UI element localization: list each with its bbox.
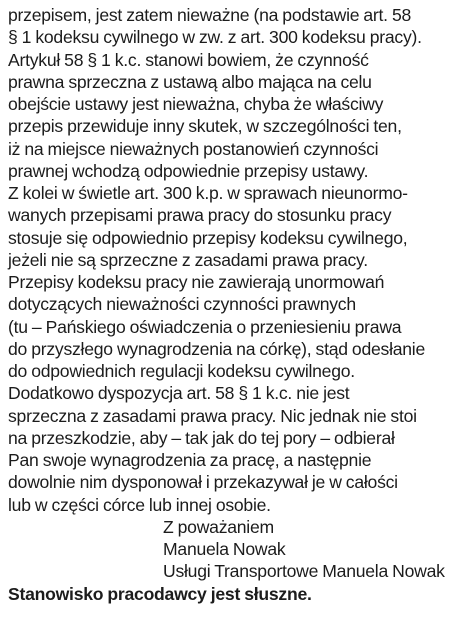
body-line: Dodatkowo dyspozycja art. 58 § 1 k.c. nie jest <box>8 383 350 404</box>
body-line: na przeszkodzie, aby – tak jak do tej pory – odbierał <box>8 427 395 448</box>
body-line: iż na miejsce nieważnych postanowień czynności <box>8 138 379 159</box>
body-line: (tu – Pańskiego oświadczenia o przeniesieniu prawa <box>8 316 402 337</box>
body-line: sprzeczna z zasadami prawa pracy. Nic jednak nie stoi <box>8 405 417 426</box>
body-line: Artykuł 58 § 1 k.c. stanowi bowiem, że czynność <box>8 49 369 70</box>
body-line: lub w części córce lub innej osobie. <box>8 494 271 515</box>
signature-name: Manuela Nowak <box>163 539 286 559</box>
body-line: prawna sprzeczna z ustawą albo mająca na celu <box>8 71 372 92</box>
body-line: prawnej wchodzą odpowiednie przepisy ustawy. <box>8 160 369 181</box>
body-line: obejście ustawy jest nieważna, chyba że właściwy <box>8 94 384 114</box>
body-line: dowolnie nim dysponował i przekazywał je w całości <box>8 472 398 493</box>
body-line: dotyczących nieważności czynności prawnych <box>8 294 356 315</box>
body-line: do odpowiednich regulacji kodeksu cywilnego. <box>8 361 355 381</box>
body-line: wanych przepisami prawa pracy do stosunku pracy <box>8 205 392 226</box>
body-line: Z kolei w świetle art. 300 k.p. w sprawach nieunormo- <box>8 183 408 203</box>
body-line: stosuje się odpowiednio przepisy kodeksu cywilnego, <box>8 227 408 248</box>
body-line: jeżeli nie są sprzeczne z zasadami prawa pracy. <box>8 249 368 270</box>
signature-block <box>8 516 467 583</box>
body-line: Przepisy kodeksu pracy nie zawierają unormowań <box>8 272 385 292</box>
body-line: § 1 kodeksu cywilnego w zw. z art. 300 kodeksu pracy). <box>8 27 422 48</box>
body-line: Pan swoje wynagrodzenia za pracę, a następnie <box>8 450 372 470</box>
conclusion-statement: Stanowisko pracodawcy jest słuszne. <box>8 583 312 604</box>
letter-body <box>8 4 467 516</box>
body-line: przepis przewiduje inny skutek, w szczególności ten, <box>8 116 402 137</box>
body-line: przepisem, jest zatem nieważne (na podstawie art. 58 <box>8 5 412 25</box>
signature-company: Usługi Transportowe Manuela Nowak <box>163 561 445 582</box>
body-line: do przyszłego wynagrodzenia na córkę), stąd odesłanie <box>8 338 426 359</box>
signature-closing: Z poważaniem <box>163 516 274 537</box>
